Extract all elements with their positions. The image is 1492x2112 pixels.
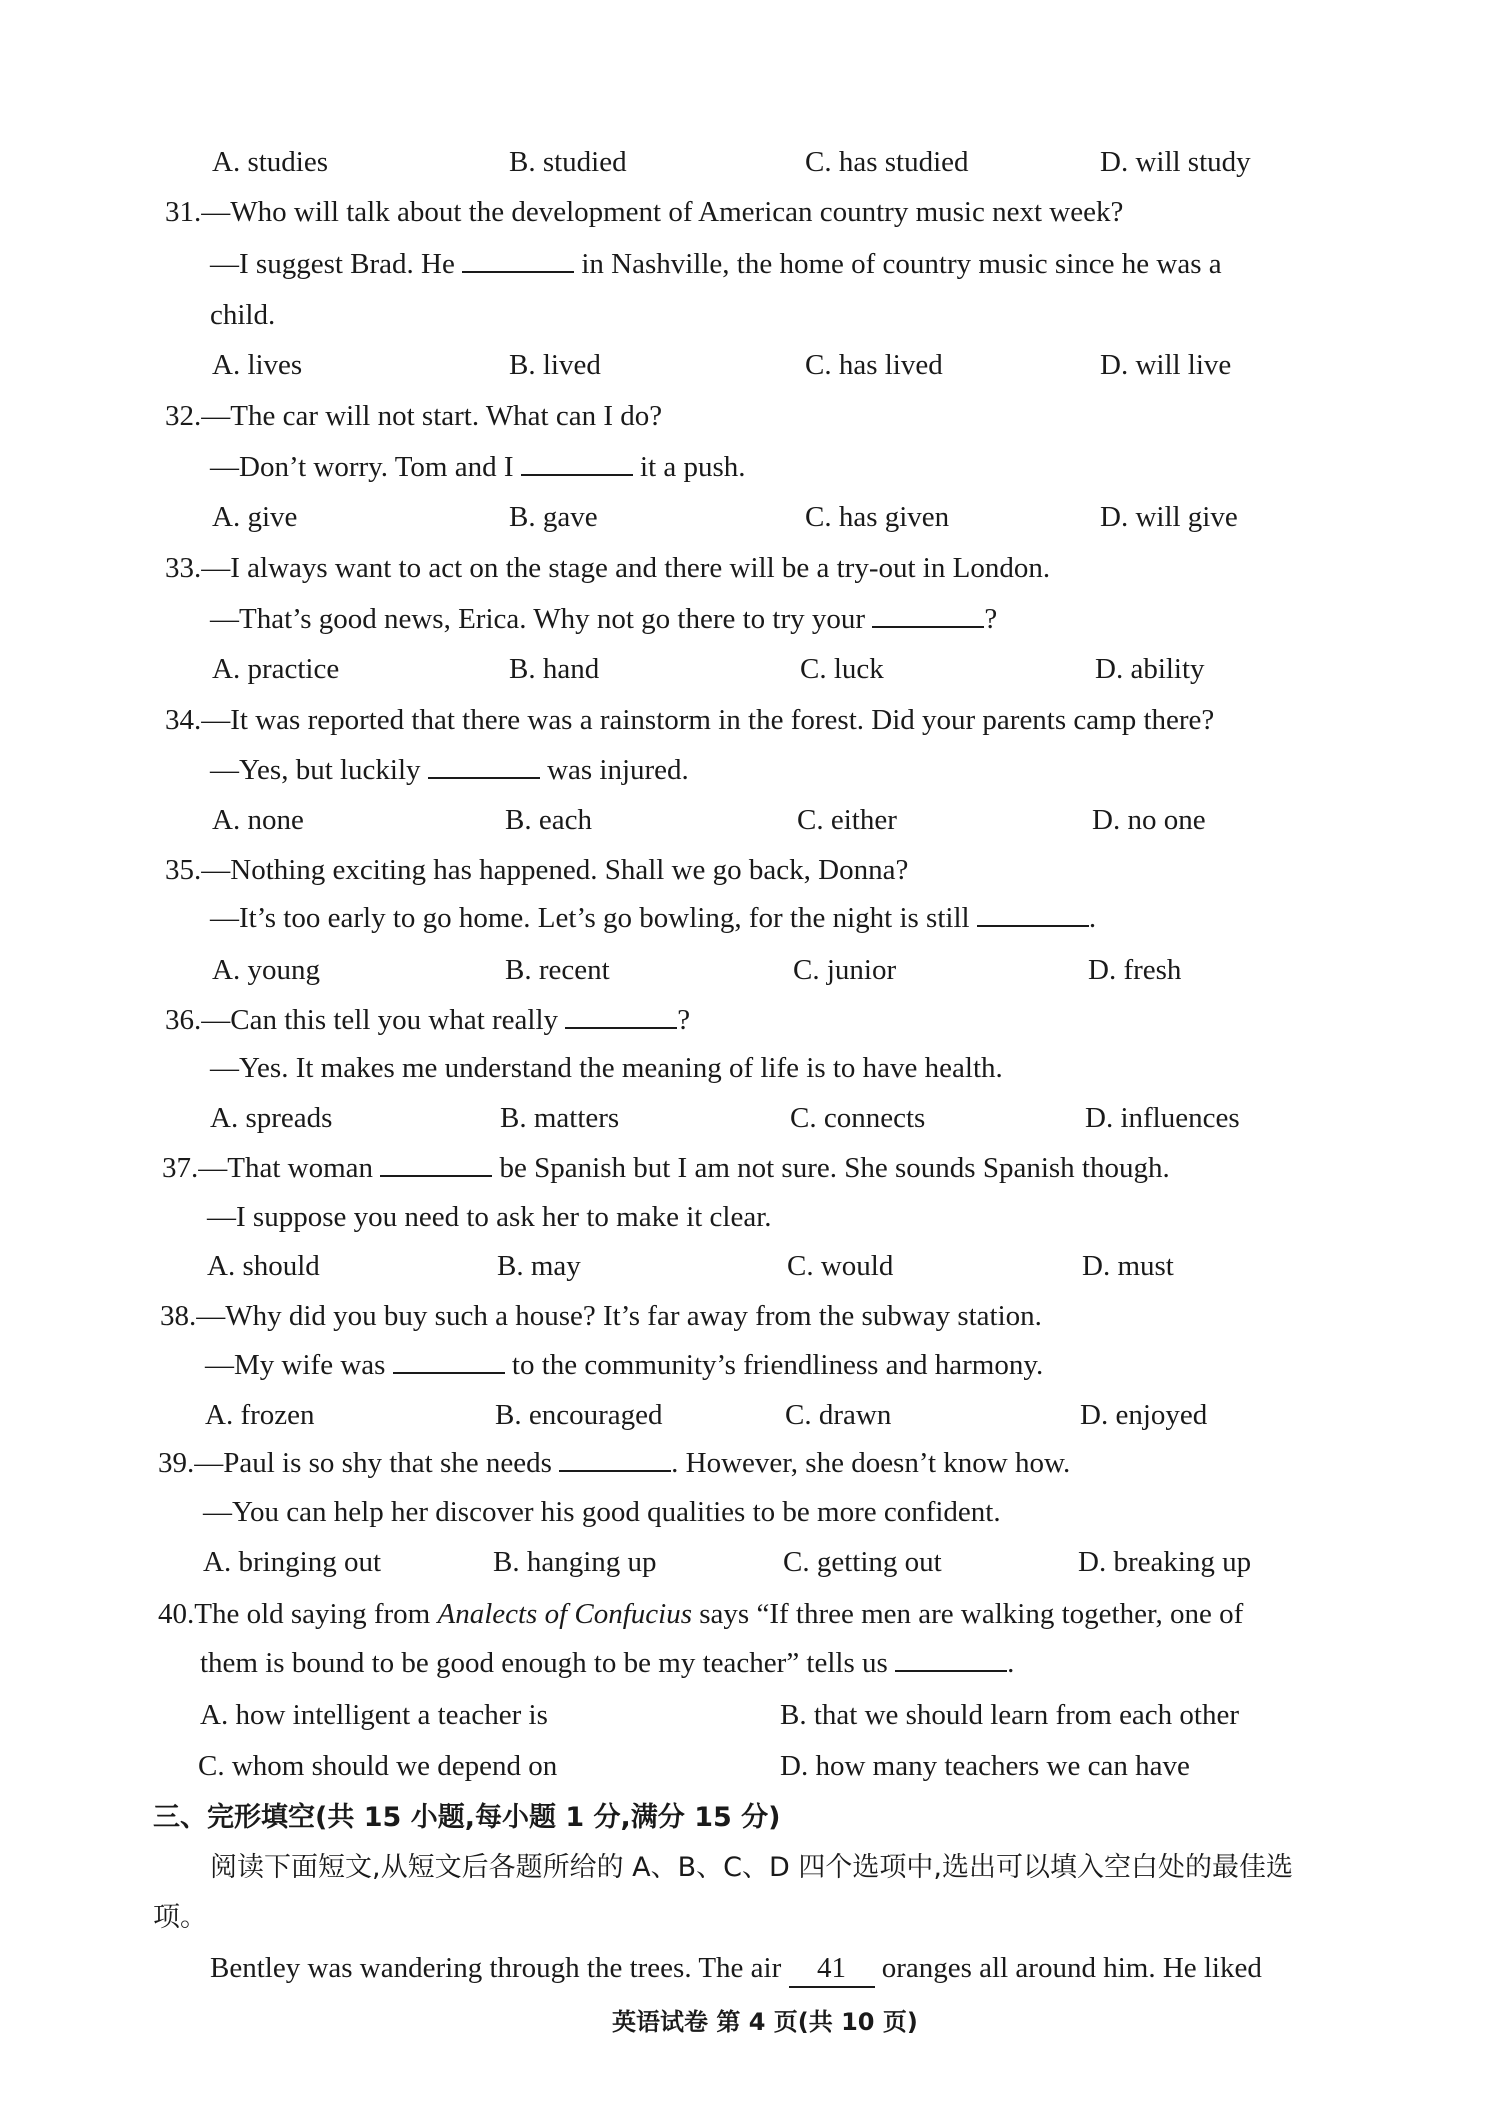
answer-blank [977, 903, 1089, 927]
answer-blank [872, 604, 984, 628]
answer-blank [393, 1350, 505, 1374]
q35-option-c: C. junior [793, 954, 897, 986]
q40-option-c: C. whom should we depend on [198, 1750, 558, 1782]
q39-option-b: B. hanging up [493, 1546, 657, 1578]
q36-option-b: B. matters [500, 1102, 620, 1134]
q33-option-a: A. practice [212, 653, 340, 685]
q40-line2: them is bound to be good enough to be my teacher” tells us . [200, 1647, 1015, 1679]
q35-option-d: D. fresh [1088, 954, 1182, 986]
q32-option-c: C. has given [805, 501, 950, 533]
q32-option-d: D. will give [1100, 501, 1238, 533]
q31-line2: —I suggest Brad. He in Nashville, the home of country music since he was a [210, 248, 1222, 280]
q33-line2: —That’s good news, Erica. Why not go there to try your ? [210, 603, 998, 635]
q36-option-d: D. influences [1085, 1102, 1240, 1134]
cloze-passage-line1: Bentley was wandering through the trees. The air 41 oranges all around him. He liked [210, 1950, 1262, 1988]
q37-option-d: D. must [1082, 1250, 1174, 1282]
q37-option-c: C. would [787, 1250, 894, 1282]
answer-blank [380, 1153, 492, 1177]
section-instruction: 阅读下面短文,从短文后各题所给的 A、B、C、D 四个选项中,选出可以填入空白处的最佳选 [210, 1852, 1293, 1883]
q31-option-d: D. will live [1100, 349, 1232, 381]
q30-option-a: A. studies [212, 146, 328, 178]
q37-option-b: B. may [497, 1250, 581, 1282]
q36-option-c: C. connects [790, 1102, 926, 1134]
q39-line2: —You can help her discover his good qualities to be more confident. [203, 1496, 1001, 1528]
q33-option-b: B. hand [509, 653, 600, 685]
q31-option-b: B. lived [509, 349, 601, 381]
answer-blank [521, 452, 633, 476]
q32-option-b: B. gave [509, 501, 598, 533]
q37-option-a: A. should [207, 1250, 320, 1282]
q31-number: 31. [165, 196, 202, 228]
cloze-blank-41: 41 [789, 1950, 875, 1988]
q31-option-a: A. lives [212, 349, 303, 381]
q30-option-d: D. will study [1100, 146, 1251, 178]
q40-option-b: B. that we should learn from each other [780, 1699, 1240, 1731]
answer-blank [462, 249, 574, 273]
q35-option-b: B. recent [505, 954, 610, 986]
q34-line1: 34.—It was reported that there was a rainstorm in the forest. Did your parents camp there? [165, 704, 1215, 736]
section-heading: 三、完形填空(共 15 小题,每小题 1 分,满分 15 分) [153, 1802, 781, 1833]
q32-option-a: A. give [212, 501, 298, 533]
q36-option-a: A. spreads [210, 1102, 333, 1134]
q31-line1: 31.—Who will talk about the development of American country music next week? [165, 196, 1124, 228]
q39-option-d: D. breaking up [1078, 1546, 1252, 1578]
q40-option-d: D. how many teachers we can have [780, 1750, 1190, 1782]
q34-option-b: B. each [505, 804, 592, 836]
q38-option-b: B. encouraged [495, 1399, 663, 1431]
q36-line2: —Yes. It makes me understand the meaning of life is to have health. [210, 1052, 1003, 1084]
answer-blank [565, 1005, 677, 1029]
answer-blank [428, 755, 540, 779]
q39-line1: 39.—Paul is so shy that she needs . However, she doesn’t know how. [158, 1447, 1071, 1479]
q32-line1: 32.—The car will not start. What can I do? [165, 400, 663, 432]
q39-option-a: A. bringing out [203, 1546, 382, 1578]
q35-line2: —It’s too early to go home. Let’s go bowling, for the night is still . [210, 902, 1097, 934]
q36-line1: 36.—Can this tell you what really ? [165, 1004, 691, 1036]
section-instruction-cont: 项。 [153, 1902, 207, 1933]
answer-blank [559, 1448, 671, 1472]
q34-option-c: C. either [797, 804, 897, 836]
q30-option-c: C. has studied [805, 146, 969, 178]
q38-option-c: C. drawn [785, 1399, 892, 1431]
q34-line2: —Yes, but luckily was injured. [210, 754, 689, 786]
q37-line1: 37.—That woman be Spanish but I am not sure. She sounds Spanish though. [162, 1152, 1170, 1184]
q37-line2: —I suppose you need to ask her to make it clear. [207, 1201, 772, 1233]
q38-option-d: D. enjoyed [1080, 1399, 1208, 1431]
q35-line1: 35.—Nothing exciting has happened. Shall we go back, Donna? [165, 854, 909, 886]
q30-option-b: B. studied [509, 146, 627, 178]
q35-option-a: A. young [212, 954, 320, 986]
q34-option-d: D. no one [1092, 804, 1206, 836]
q40-option-a: A. how intelligent a teacher is [200, 1699, 548, 1731]
q38-option-a: A. frozen [205, 1399, 315, 1431]
answer-blank [895, 1648, 1007, 1672]
q33-line1: 33.—I always want to act on the stage and there will be a try-out in London. [165, 552, 1051, 584]
q38-line2: —My wife was to the community’s friendliness and harmony. [205, 1349, 1044, 1381]
q33-option-c: C. luck [800, 653, 884, 685]
q34-option-a: A. none [212, 804, 304, 836]
q39-option-c: C. getting out [783, 1546, 942, 1578]
q33-option-d: D. ability [1095, 653, 1205, 685]
q31-option-c: C. has lived [805, 349, 943, 381]
q40-line1: 40.The old saying from Analects of Confucius says “If three men are walking together, one of [158, 1598, 1244, 1630]
book-title: Analects of Confucius [437, 1598, 693, 1630]
q32-line2: —Don’t worry. Tom and I it a push. [210, 451, 746, 483]
q38-line1: 38.—Why did you buy such a house? It’s far away from the subway station. [160, 1300, 1042, 1332]
page-footer: 英语试卷 第 4 页(共 10 页) [612, 2008, 918, 2036]
q31-line3: child. [210, 299, 276, 331]
